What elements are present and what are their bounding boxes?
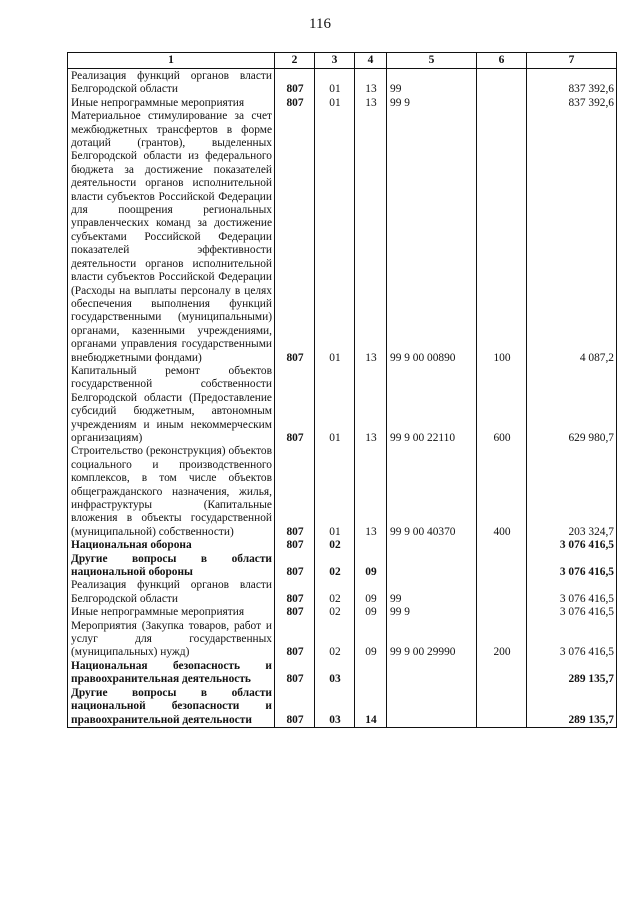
row-name: Иные непрограммные мероприятия [68, 606, 275, 619]
row-subsection [355, 539, 387, 552]
row-grbs: 807 [275, 539, 315, 552]
row-target-article [387, 687, 477, 728]
row-grbs: 807 [275, 687, 315, 728]
row-target-article: 99 9 [387, 97, 477, 110]
row-amount: 837 392,6 [527, 69, 617, 97]
row-section: 02 [315, 606, 355, 619]
row-amount: 203 324,7 [527, 445, 617, 539]
row-amount: 837 392,6 [527, 97, 617, 110]
row-subsection: 13 [355, 110, 387, 365]
row-name: Другие вопросы в области национальной безопасности и правоохранительной деятельности [68, 687, 275, 728]
page-number: 116 [309, 16, 331, 32]
table-row [68, 110, 617, 365]
row-name: Другие вопросы в области национальной обороны [68, 553, 275, 580]
row-expense-type: 100 [477, 110, 527, 365]
row-grbs: 807 [275, 69, 315, 97]
row-amount: 4 087,2 [527, 110, 617, 365]
row-subsection: 14 [355, 687, 387, 728]
col-header-2: 2 [275, 53, 315, 69]
row-subsection: 09 [355, 620, 387, 660]
col-header-5: 5 [387, 53, 477, 69]
row-subsection: 09 [355, 553, 387, 580]
row-subsection: 09 [355, 606, 387, 619]
table-row [68, 539, 617, 552]
table-row [68, 97, 617, 110]
row-name: Строительство (реконструкция) объектов социального и производственного комплексов, в том числе объектов общегражданского назначения, жилья, инфраструктуры (Капитальные вложения в объекты государственной (муниципальной) собственности) [68, 445, 275, 539]
row-grbs: 807 [275, 579, 315, 606]
row-target-article [387, 539, 477, 552]
row-amount: 629 980,7 [527, 365, 617, 445]
row-expense-type [477, 606, 527, 619]
row-subsection: 09 [355, 579, 387, 606]
col-header-1: 1 [68, 53, 275, 69]
budget-table [67, 52, 617, 728]
row-expense-type [477, 553, 527, 580]
row-amount: 289 135,7 [527, 660, 617, 687]
row-section: 01 [315, 365, 355, 445]
row-grbs: 807 [275, 620, 315, 660]
row-subsection: 13 [355, 445, 387, 539]
row-amount: 3 076 416,5 [527, 539, 617, 552]
row-target-article: 99 9 00 40370 [387, 445, 477, 539]
row-grbs: 807 [275, 606, 315, 619]
row-section: 03 [315, 687, 355, 728]
table-row [68, 579, 617, 606]
row-section: 01 [315, 69, 355, 97]
row-target-article: 99 9 00 00890 [387, 110, 477, 365]
row-section: 01 [315, 445, 355, 539]
table-row [68, 445, 617, 539]
row-name: Национальная оборона [68, 539, 275, 552]
row-target-article: 99 [387, 69, 477, 97]
table-row [68, 553, 617, 580]
col-header-7: 7 [527, 53, 617, 69]
header-row [68, 53, 617, 69]
row-expense-type [477, 579, 527, 606]
row-section: 02 [315, 553, 355, 580]
row-section: 02 [315, 579, 355, 606]
row-expense-type: 400 [477, 445, 527, 539]
table-row [68, 660, 617, 687]
row-target-article: 99 [387, 579, 477, 606]
row-expense-type [477, 539, 527, 552]
row-section: 02 [315, 539, 355, 552]
row-expense-type [477, 687, 527, 728]
row-amount: 3 076 416,5 [527, 553, 617, 580]
row-target-article: 99 9 00 29990 [387, 620, 477, 660]
table-row [68, 365, 617, 445]
row-expense-type [477, 69, 527, 97]
row-grbs: 807 [275, 110, 315, 365]
row-name: Материальное стимулирование за счет межбюджетных трансфертов в форме дотаций (грантов), выделенных Белгородской области из федерального бюджета за достижение показателей деятельности органов исполнительной власти субъектов Российской Федерации для поощрения региональных управленческих команд за достижение субъектами Российской Федерации показателей эффективности деятельности органов исполнительной власти субъектов Российской Федерации (Расходы на выплаты персоналу в целях обеспечения выполнения функций государственными (муниципальными) органами, казенными учреждениями, органами управления государственными внебюджетными фондами) [68, 110, 275, 365]
row-target-article [387, 553, 477, 580]
row-name: Капитальный ремонт объектов государственной собственности Белгородской области (Предоставление субсидий бюджетным, автономным учреждениям и иным некоммерческим организациям) [68, 365, 275, 445]
row-amount: 289 135,7 [527, 687, 617, 728]
col-header-4: 4 [355, 53, 387, 69]
row-name: Иные непрограммные мероприятия [68, 97, 275, 110]
row-subsection: 13 [355, 97, 387, 110]
row-amount: 3 076 416,5 [527, 579, 617, 606]
row-grbs: 807 [275, 553, 315, 580]
row-name: Реализация функций органов власти Белгородской области [68, 69, 275, 97]
row-target-article [387, 660, 477, 687]
row-grbs: 807 [275, 660, 315, 687]
col-header-3: 3 [315, 53, 355, 69]
row-subsection: 13 [355, 365, 387, 445]
row-target-article: 99 9 [387, 606, 477, 619]
row-name: Мероприятия (Закупка товаров, работ и услуг для государственных (муниципальных) нужд) [68, 620, 275, 660]
row-section: 02 [315, 620, 355, 660]
row-grbs: 807 [275, 97, 315, 110]
row-section: 03 [315, 660, 355, 687]
row-name: Национальная безопасность и правоохранительная деятельность [68, 660, 275, 687]
table-row [68, 69, 617, 97]
row-subsection [355, 660, 387, 687]
table-row [68, 606, 617, 619]
row-expense-type: 200 [477, 620, 527, 660]
row-amount: 3 076 416,5 [527, 620, 617, 660]
row-section: 01 [315, 97, 355, 110]
row-amount: 3 076 416,5 [527, 606, 617, 619]
row-target-article: 99 9 00 22110 [387, 365, 477, 445]
row-expense-type: 600 [477, 365, 527, 445]
row-subsection: 13 [355, 69, 387, 97]
row-name: Реализация функций органов власти Белгородской области [68, 579, 275, 606]
row-grbs: 807 [275, 445, 315, 539]
row-expense-type [477, 660, 527, 687]
table-row [68, 620, 617, 660]
row-grbs: 807 [275, 365, 315, 445]
table-row [68, 687, 617, 728]
row-expense-type [477, 97, 527, 110]
row-section: 01 [315, 110, 355, 365]
col-header-6: 6 [477, 53, 527, 69]
